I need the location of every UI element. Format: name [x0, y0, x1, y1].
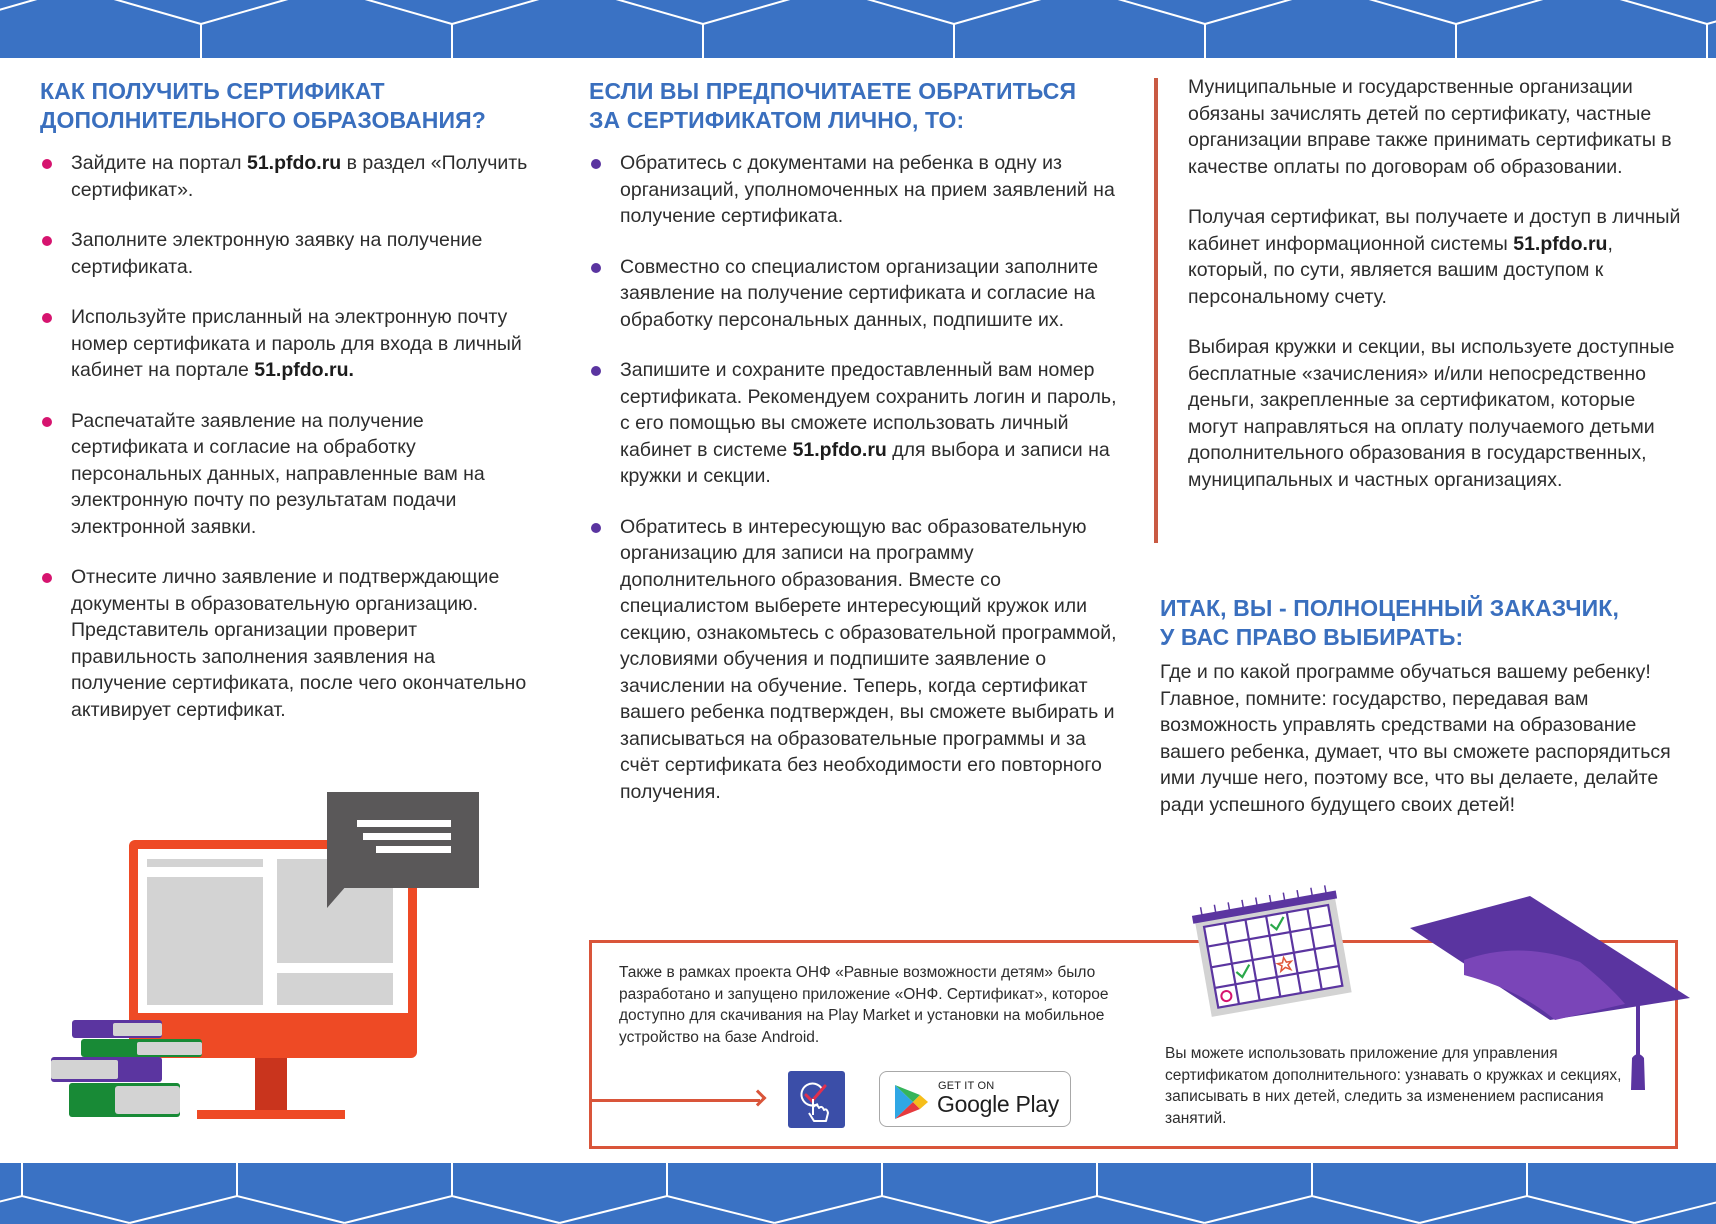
google-play-badge[interactable]	[879, 1071, 1071, 1127]
list-item	[40, 150, 530, 203]
bullet-icon	[42, 236, 52, 246]
heading-line: ДОПОЛНИТЕЛЬНОГО ОБРАЗОВАНИЯ?	[40, 107, 486, 133]
column3-info	[1188, 74, 1688, 517]
list-item	[40, 408, 530, 541]
online-steps-list	[40, 150, 530, 747]
item-text: Совместно со специалистом организации заполните заявление на получение сертификата и согласие на обработку персональных данных, подпишите их.	[620, 255, 1099, 331]
google-play-icon	[892, 1083, 930, 1121]
info-paragraph: Выбирая кружки и секции, вы используете доступные бесплатные «зачисления» и/или непосредственно деньги, закрепленные за сертификатом, которые могут направляться на оплату получаемого детьми дополнительного образования в государственных, муниципальных и частных организациях.	[1188, 336, 1675, 491]
bottom-hex-band	[0, 1163, 1716, 1224]
list-item	[40, 304, 530, 384]
info-paragraph	[1188, 204, 1688, 310]
list-item	[589, 514, 1119, 806]
column3-heading	[1160, 594, 1700, 652]
bullet-icon	[591, 366, 601, 376]
app-description: Также в рамках проекта ОНФ «Равные возможности детям» было разработано и запущено приложение «ОНФ. Сертификат», которое доступно для скачивания на Play Market и установки на мобильное устройство на базе Android.	[619, 964, 1109, 1046]
portal-link[interactable]: 51.pfdo.ru	[246, 152, 342, 174]
badge-store-name: Google Play	[937, 1091, 1059, 1117]
heading-line: ЕСЛИ ВЫ ПРЕДПОЧИТАЕТЕ ОБРАТИТЬСЯ	[589, 78, 1077, 104]
bullet-icon	[42, 573, 52, 583]
item-text: Отнесите лично заявление и подтверждающие документы в образовательную организацию. Представитель организации проверит правильность заполнения заявления на получение сертификата, после чего окончательно активирует сертификат.	[71, 566, 527, 721]
app-features-text: Вы можете использовать приложение для управления сертификатом дополнительного: узнавать о кружках и секциях, записывать в них детей, следить за изменением расписания занятий.	[1165, 1045, 1622, 1127]
paragraph-text: , который, по сути, является вашим доступом к персональному счету.	[1188, 232, 1613, 308]
monitor-base	[197, 1110, 345, 1119]
accent-bar	[1154, 78, 1158, 543]
bullet-icon	[591, 263, 601, 273]
heading-line: ИТАК, ВЫ - ПОЛНОЦЕННЫЙ ЗАКАЗЧИК,	[1160, 595, 1619, 621]
heading-line: КАК ПОЛУЧИТЬ СЕРТИФИКАТ	[40, 78, 385, 104]
calendar-illustration	[1190, 885, 1360, 1020]
item-text: Запишите и сохраните предоставленный вам номер сертификата. Рекомендуем сохранить логин и пароль, с его помощью вы сможете использовать личный кабинет в системе	[620, 359, 1117, 461]
heading-line: ЗА СЕРТИФИКАТОМ ЛИЧНО, ТО:	[589, 107, 965, 133]
graduation-cap-icon	[1410, 890, 1700, 1100]
portal-link[interactable]: 51.pfdo.ru.	[254, 359, 354, 381]
bullet-icon	[42, 159, 52, 169]
item-text: для выбора и записи на кружки и секции.	[620, 438, 1110, 487]
portal-link[interactable]: 51.pfdo.ru	[1513, 232, 1608, 255]
item-text: Заполните электронную заявку на получение сертификата.	[71, 229, 483, 278]
top-hex-band	[0, 0, 1716, 58]
badge-caption: GET IT ON	[938, 1080, 995, 1092]
hex-pattern	[0, 1163, 1716, 1224]
monitor-stand	[255, 1058, 287, 1113]
in-person-steps-list	[589, 150, 1119, 829]
info-paragraph: Муниципальные и государственные организации обязаны зачислять детей по сертификату, частные организации вправе также принимать сертификаты в качестве оплаты по договорам об образовании.	[1188, 76, 1672, 178]
item-text: Используйте присланный на электронную почту номер сертификата и пароль для входа в личный кабинет на портале	[71, 306, 522, 381]
list-item	[589, 254, 1119, 334]
tap-check-icon	[788, 1071, 845, 1128]
choice-paragraph: Где и по какой программе обучаться вашему ребенку! Главное, помните: государство, передавая вам возможность управлять средствами на образование вашего ребенка, думает, что вы сможете распорядиться ими лучше него, поэтому все, что вы делаете, делайте ради успешного будущего своих детей!	[1160, 661, 1671, 816]
portal-link[interactable]: 51.pfdo.ru	[792, 438, 887, 461]
list-item	[40, 564, 530, 723]
item-text: в раздел «Получить сертификат».	[71, 152, 528, 201]
heading-line: У ВАС ПРАВО ВЫБИРАТЬ:	[1160, 624, 1464, 650]
column2-heading	[589, 77, 1129, 135]
monitor-illustration	[50, 785, 530, 1130]
item-text: Зайдите на портал	[71, 152, 247, 174]
bullet-icon	[42, 417, 52, 427]
list-item	[589, 150, 1119, 230]
list-item	[589, 357, 1119, 490]
column1-heading	[40, 77, 560, 135]
item-text: Обратитесь в интересующую вас образовательную организацию для записи на программу дополнительного образования. Вместе со специалистом выберете интересующий кружок или секцию, ознакомьтесь с образовательной программой, условиями обучения и подпишите заявление о зачислении на обучение. Теперь, когда сертификат вашего ребенка подтвержден, вы сможете выбирать и записываться на образовательные программы и за счёт сертификата без необходимости его повторного получения.	[620, 515, 1117, 803]
bullet-icon	[591, 523, 601, 533]
app-icon[interactable]	[788, 1071, 845, 1128]
hex-pattern	[0, 0, 1716, 58]
item-text: Обратитесь с документами на ребенка в одну из организаций, уполномоченных на прием заявлений на получение сертификата.	[620, 152, 1115, 227]
bullet-icon	[42, 313, 52, 323]
bullet-icon	[591, 159, 601, 169]
item-text: Распечатайте заявление на получение сертификата и согласие на обработку персональных данных, направленные вам на электронную почту по результатам подачи электронной заявки.	[71, 409, 485, 538]
arrow-line	[590, 1099, 760, 1102]
list-item	[40, 227, 530, 280]
paragraph-text: Получая сертификат, вы получаете и доступ в личный кабинет информационной системы	[1188, 206, 1681, 255]
